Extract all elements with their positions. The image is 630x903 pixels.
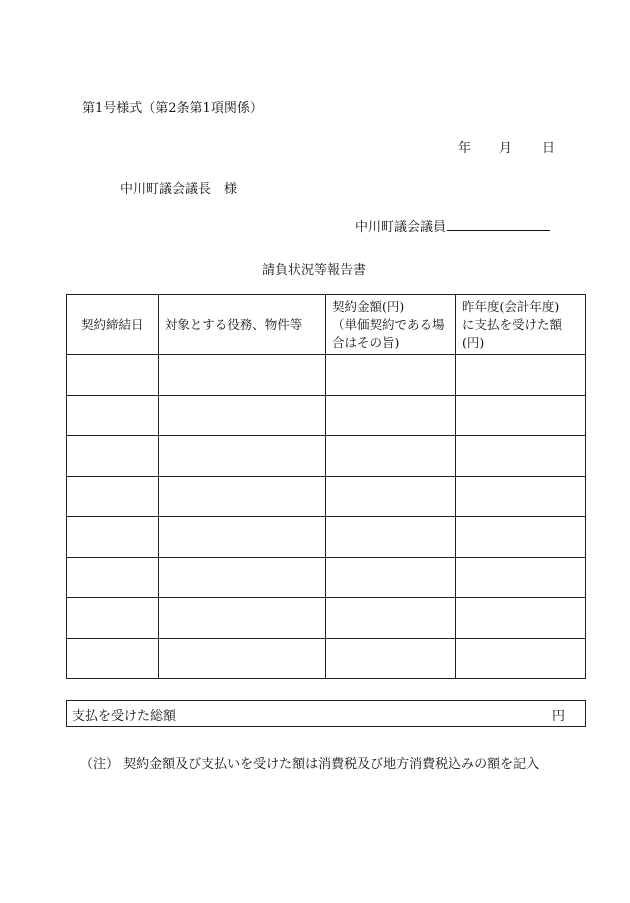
table-cell[interactable] xyxy=(455,517,585,558)
table-cell[interactable] xyxy=(325,598,455,639)
reporter-label: 中川町議会議員 xyxy=(355,220,447,235)
header-contract-date: 契約締結日 xyxy=(67,295,159,355)
table-cell[interactable] xyxy=(158,355,325,396)
total-box xyxy=(66,700,586,727)
date-day-label: 日 xyxy=(542,141,556,156)
table-cell[interactable] xyxy=(158,395,325,436)
table-row xyxy=(67,557,586,598)
table-cell[interactable] xyxy=(158,557,325,598)
table-cell[interactable] xyxy=(455,476,585,517)
table-cell[interactable] xyxy=(67,517,159,558)
table-cell[interactable] xyxy=(325,638,455,679)
table-cell[interactable] xyxy=(67,436,159,477)
reporter-signature-field[interactable] xyxy=(447,216,550,231)
header-target-item: 対象とする役務、物件等 xyxy=(158,295,325,355)
note: （注） 契約金額及び支払いを受けた額は消費税及び地方消費税込みの額を記入 xyxy=(80,757,540,772)
reporter-line xyxy=(355,216,550,235)
table-cell[interactable] xyxy=(455,598,585,639)
table-row xyxy=(67,436,586,477)
table-cell[interactable] xyxy=(67,638,159,679)
form-number: 第1号様式（第2条第1項関係） xyxy=(82,101,263,116)
table-row xyxy=(67,517,586,558)
report-table xyxy=(66,294,586,679)
table-row xyxy=(67,355,586,396)
table-row xyxy=(67,638,586,679)
table-cell[interactable] xyxy=(158,598,325,639)
total-label: 支払を受けた総額 xyxy=(72,709,177,724)
header-contract-amount: 契約金額(円) （単価契約である場 合はその旨) xyxy=(325,295,455,355)
header-paid-amount: 昨年度(会計年度) に支払を受けた額 (円) xyxy=(455,295,585,355)
table-cell[interactable] xyxy=(325,355,455,396)
document-title: 請負状況等報告書 xyxy=(262,263,367,278)
table-cell[interactable] xyxy=(325,476,455,517)
date-year-label: 年 xyxy=(458,141,472,156)
table-cell[interactable] xyxy=(455,436,585,477)
table-row xyxy=(67,395,586,436)
date-line xyxy=(458,137,555,156)
table-cell[interactable] xyxy=(158,517,325,558)
table-cell[interactable] xyxy=(158,436,325,477)
table-cell[interactable] xyxy=(455,557,585,598)
table-cell[interactable] xyxy=(325,517,455,558)
total-unit: 円 xyxy=(551,709,565,724)
table-cell[interactable] xyxy=(325,436,455,477)
table-header-row xyxy=(67,295,586,355)
table-cell[interactable] xyxy=(67,598,159,639)
table-cell[interactable] xyxy=(158,476,325,517)
table-cell[interactable] xyxy=(325,395,455,436)
table-cell[interactable] xyxy=(455,395,585,436)
table-body xyxy=(67,355,586,679)
table-cell[interactable] xyxy=(67,395,159,436)
table-cell[interactable] xyxy=(455,638,585,679)
table-cell[interactable] xyxy=(67,355,159,396)
table-cell[interactable] xyxy=(325,557,455,598)
table-cell[interactable] xyxy=(67,476,159,517)
addressee: 中川町議会議長 様 xyxy=(120,182,238,197)
table-row xyxy=(67,476,586,517)
table-cell[interactable] xyxy=(158,638,325,679)
table-row xyxy=(67,598,586,639)
table-cell[interactable] xyxy=(67,557,159,598)
table-cell[interactable] xyxy=(455,355,585,396)
date-month-label: 月 xyxy=(499,141,513,156)
